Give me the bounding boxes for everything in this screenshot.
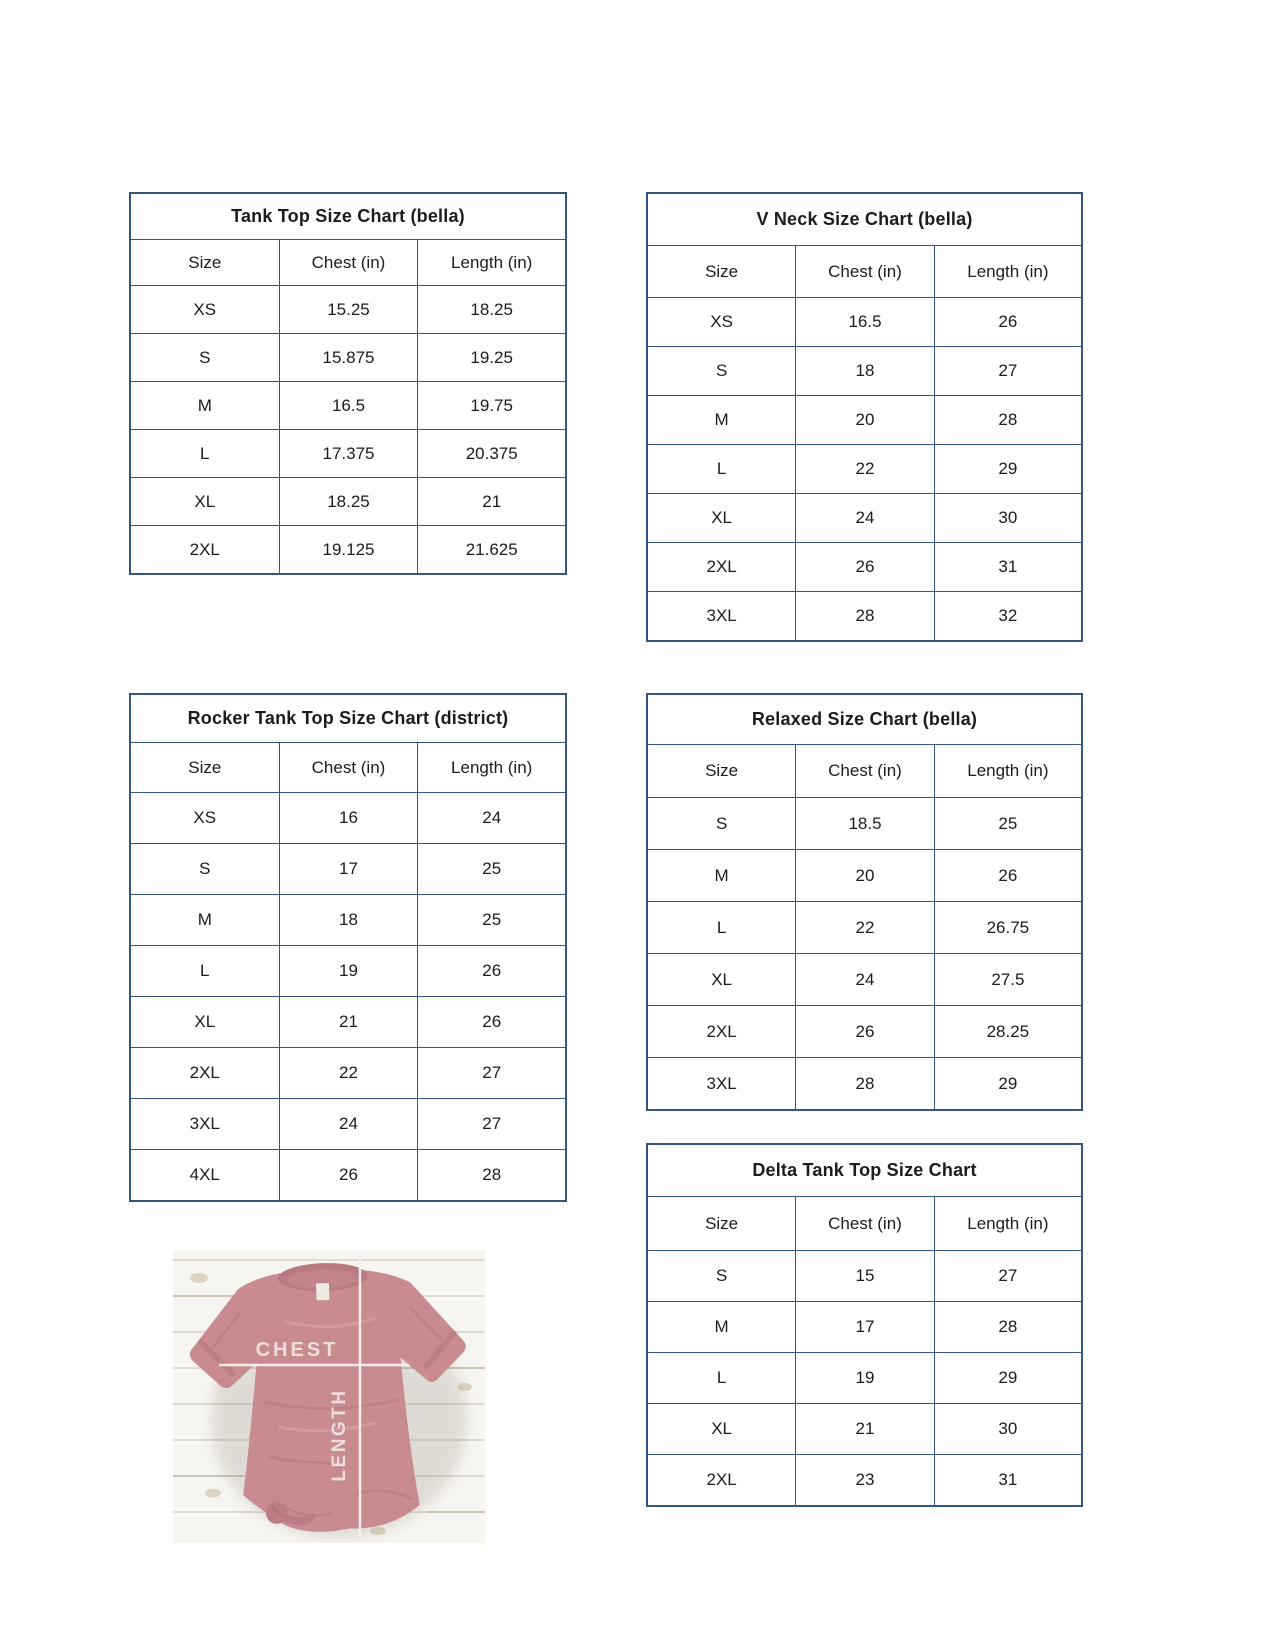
- tank-top-size-table: [129, 192, 567, 575]
- length-cell: 29: [934, 445, 1081, 493]
- table-row: [131, 525, 565, 573]
- chest-label: CHEST: [255, 1339, 339, 1361]
- chest-cell: 20: [795, 850, 934, 901]
- chest-cell: 23: [795, 1455, 934, 1505]
- length-cell: 20.375: [417, 430, 565, 477]
- size-cell: 4XL: [189, 1165, 220, 1184]
- table-row: [648, 591, 1081, 640]
- size-cell: XS: [193, 299, 217, 319]
- column-header: Size: [188, 757, 222, 777]
- table-title: V Neck Size Chart (bella): [756, 209, 973, 229]
- table-row: [648, 493, 1081, 542]
- length-cell: 28.25: [934, 1006, 1081, 1057]
- size-cell: XL: [194, 491, 216, 511]
- table-row: [648, 953, 1081, 1005]
- size-cell: 2XL: [706, 1470, 737, 1489]
- chest-cell: 18.5: [795, 798, 934, 849]
- table-row: [648, 444, 1081, 493]
- size-cell: M: [714, 410, 729, 429]
- chest-cell: 20: [795, 396, 934, 444]
- table-row: [648, 297, 1081, 346]
- length-cell: 26: [417, 946, 565, 996]
- table-row: [131, 1098, 565, 1149]
- chest-cell: 15: [795, 1251, 934, 1301]
- size-cell: 2XL: [706, 557, 737, 576]
- length-cell: 25: [417, 895, 565, 945]
- column-header: Chest (in): [795, 745, 934, 797]
- table-row: [131, 843, 565, 894]
- column-header: Length (in): [934, 745, 1081, 797]
- table-header-row: [648, 744, 1081, 797]
- v-neck-size-table: [646, 192, 1083, 642]
- size-cell: XL: [711, 969, 732, 989]
- chest-cell: 22: [279, 1048, 418, 1098]
- size-cell: S: [715, 1266, 728, 1285]
- length-label: LENGTH: [329, 1388, 350, 1482]
- table-row: [648, 346, 1081, 395]
- table-row: [131, 945, 565, 996]
- size-cell: 3XL: [706, 1073, 737, 1093]
- length-cell: 26: [934, 850, 1081, 901]
- size-cell: 3XL: [189, 1114, 220, 1133]
- size-cell: M: [197, 395, 212, 415]
- table-header-row: [648, 245, 1081, 297]
- table-row: [648, 395, 1081, 444]
- length-cell: 21.625: [417, 526, 565, 573]
- length-cell: 27: [417, 1048, 565, 1098]
- size-cell: 2XL: [706, 1021, 737, 1041]
- size-cell: M: [714, 865, 729, 885]
- size-cell: XL: [711, 1419, 732, 1438]
- chest-cell: 24: [795, 954, 934, 1005]
- table-row: [648, 1250, 1081, 1301]
- table-header-row: [131, 239, 565, 285]
- column-header: Length (in): [934, 246, 1081, 297]
- column-header: Length (in): [417, 743, 565, 792]
- chest-cell: 16.5: [279, 382, 418, 429]
- chest-cell: 22: [795, 902, 934, 953]
- length-cell: 28: [934, 1302, 1081, 1352]
- table-row: [648, 1005, 1081, 1057]
- tshirt-measurement-photo: [173, 1250, 485, 1543]
- length-cell: 32: [934, 592, 1081, 640]
- column-header: Size: [705, 261, 739, 281]
- length-cell: 25: [934, 798, 1081, 849]
- column-header: Chest (in): [279, 743, 418, 792]
- size-cell: 3XL: [706, 606, 737, 625]
- length-cell: 19.75: [417, 382, 565, 429]
- length-cell: 24: [417, 793, 565, 843]
- table-row: [648, 1352, 1081, 1403]
- delta-tank-top-size-table: [646, 1143, 1083, 1507]
- length-cell: 31: [934, 543, 1081, 591]
- chest-cell: 19: [279, 946, 418, 996]
- table-row: [131, 894, 565, 945]
- chest-cell: 24: [795, 494, 934, 542]
- chest-cell: 15.875: [279, 334, 418, 381]
- table-row: [131, 429, 565, 477]
- column-header: Size: [705, 761, 739, 780]
- length-cell: 29: [934, 1058, 1081, 1109]
- chest-cell: 16: [279, 793, 418, 843]
- chest-cell: 19: [795, 1353, 934, 1403]
- length-cell: 21: [417, 478, 565, 525]
- length-cell: 31: [934, 1455, 1081, 1505]
- size-cell: L: [200, 443, 210, 463]
- rocker-tank-top-size-table: [129, 693, 567, 1202]
- table-row: [648, 1403, 1081, 1454]
- size-cell: XS: [710, 312, 733, 331]
- length-cell: 28: [417, 1150, 565, 1200]
- size-cell: L: [716, 917, 727, 937]
- column-header: Chest (in): [795, 1197, 934, 1250]
- size-cell: XS: [193, 808, 217, 827]
- chest-cell: 16.5: [795, 298, 934, 346]
- size-cell: S: [199, 347, 211, 367]
- chest-cell: 26: [795, 543, 934, 591]
- table-row: [131, 285, 565, 333]
- table-row: [648, 1301, 1081, 1352]
- table-title: Relaxed Size Chart (bella): [751, 709, 978, 729]
- length-cell: 26: [417, 997, 565, 1047]
- table-row: [131, 333, 565, 381]
- column-header: Chest (in): [279, 240, 418, 285]
- chest-cell: 18: [279, 895, 418, 945]
- length-cell: 29: [934, 1353, 1081, 1403]
- size-cell: XL: [194, 1012, 216, 1031]
- length-cell: 25: [417, 844, 565, 894]
- size-cell: XL: [711, 508, 732, 527]
- table-row: [131, 1047, 565, 1098]
- chest-cell: 28: [795, 592, 934, 640]
- column-header: Chest (in): [795, 246, 934, 297]
- chest-cell: 18: [795, 347, 934, 395]
- table-header-row: [131, 742, 565, 792]
- table-row: [648, 1057, 1081, 1109]
- table-title: Tank Top Size Chart (bella): [231, 206, 465, 226]
- length-cell: 27.5: [934, 954, 1081, 1005]
- size-cell: S: [715, 813, 728, 833]
- size-cell: 2XL: [189, 1063, 220, 1082]
- column-header: Size: [705, 1213, 739, 1233]
- chest-cell: 21: [795, 1404, 934, 1454]
- chest-cell: 24: [279, 1099, 418, 1149]
- length-cell: 27: [934, 347, 1081, 395]
- length-cell: 27: [417, 1099, 565, 1149]
- length-cell: 18.25: [417, 286, 565, 333]
- relaxed-size-table: [646, 693, 1083, 1111]
- chest-cell: 28: [795, 1058, 934, 1109]
- length-cell: 28: [934, 396, 1081, 444]
- chest-cell: 17: [279, 844, 418, 894]
- table-row: [648, 849, 1081, 901]
- neck-tag: [316, 1283, 330, 1300]
- table-title: Delta Tank Top Size Chart: [752, 1160, 977, 1180]
- table-row: [131, 477, 565, 525]
- size-cell: L: [716, 459, 727, 478]
- length-cell: 19.25: [417, 334, 565, 381]
- size-cell: 2XL: [189, 539, 220, 559]
- column-header: Length (in): [417, 240, 565, 285]
- table-row: [648, 901, 1081, 953]
- chest-cell: 21: [279, 997, 418, 1047]
- size-cell: S: [715, 361, 728, 380]
- table-row: [648, 797, 1081, 849]
- chest-cell: 17.375: [279, 430, 418, 477]
- length-cell: 30: [934, 494, 1081, 542]
- size-cell: S: [199, 859, 211, 878]
- size-cell: L: [200, 961, 210, 980]
- length-cell: 26: [934, 298, 1081, 346]
- table-row: [648, 1454, 1081, 1505]
- chest-cell: 26: [279, 1150, 418, 1200]
- table-header-row: [648, 1196, 1081, 1250]
- chest-cell: 26: [795, 1006, 934, 1057]
- table-title: Rocker Tank Top Size Chart (district): [187, 708, 509, 728]
- length-cell: 27: [934, 1251, 1081, 1301]
- size-cell: M: [714, 1317, 729, 1336]
- chest-cell: 17: [795, 1302, 934, 1352]
- size-cell: L: [716, 1368, 727, 1387]
- length-cell: 26.75: [934, 902, 1081, 953]
- chest-cell: 19.125: [279, 526, 418, 573]
- chest-cell: 15.25: [279, 286, 418, 333]
- table-row: [131, 381, 565, 429]
- chest-cell: 22: [795, 445, 934, 493]
- size-cell: M: [197, 910, 212, 929]
- column-header: Size: [188, 252, 222, 272]
- table-row: [131, 996, 565, 1047]
- column-header: Length (in): [934, 1197, 1081, 1250]
- table-row: [131, 792, 565, 843]
- chest-cell: 18.25: [279, 478, 418, 525]
- length-cell: 30: [934, 1404, 1081, 1454]
- table-row: [648, 542, 1081, 591]
- table-row: [131, 1149, 565, 1200]
